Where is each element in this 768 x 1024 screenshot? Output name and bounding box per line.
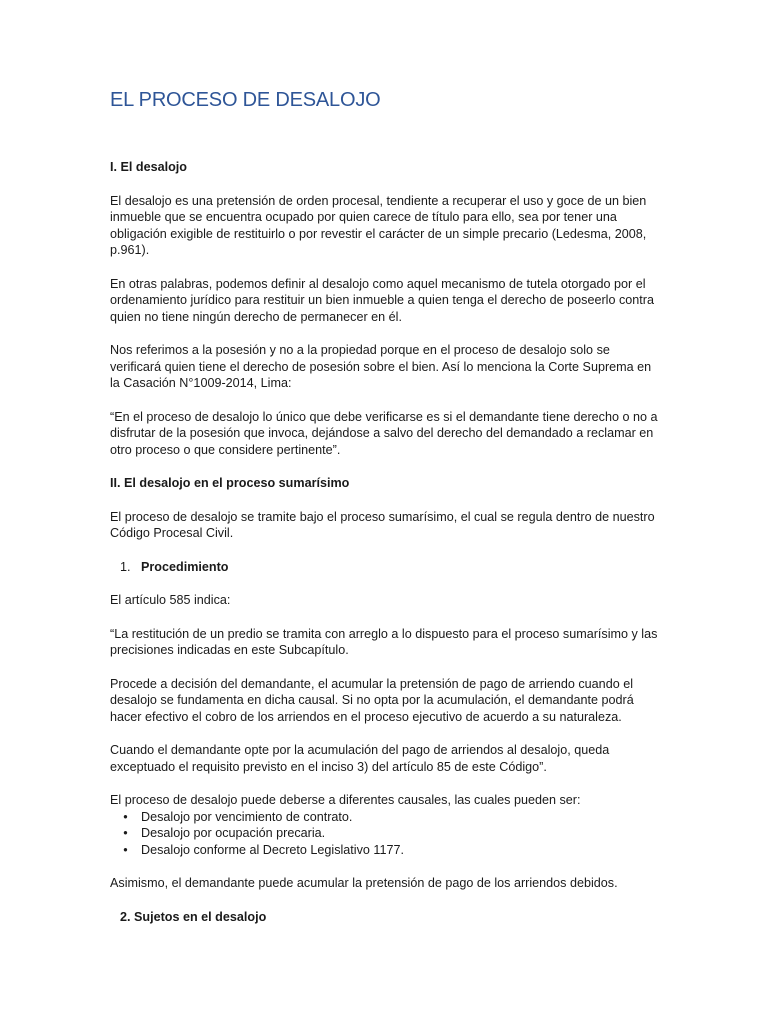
page-title: EL PROCESO DE DESALOJO <box>110 89 381 111</box>
bullet-icon: • <box>123 842 128 857</box>
paragraph-1: El desalojo es una pretensión de orden procesal, tendiente a recuperar el uso y goce de un bien inmueble que se encuentra ocupado por quien carece de título para ello, sea por tener una obligación exigible de restituirlo o por revestir el carácter de un simple precario (Ledesma, 2008, p.961). <box>110 193 647 257</box>
section-heading-3: 2. Sujetos en el desalojo <box>120 909 267 924</box>
bullet-icon: • <box>123 826 128 840</box>
paragraph-6: El artículo 585 indica: <box>110 593 231 607</box>
paragraph-8: Procede a decisión del demandante, el acumular la pretensión de pago de arriendo cuando el desalojo se fundamenta en dicha causal. Si no opta por la acumulación, el demandante podrá hacer efectivo el cobro de los arriendos en el proceso ejecutivo de acuerdo a su naturaleza. <box>110 676 634 724</box>
causales-list <box>110 809 660 859</box>
paragraph-10: El proceso de desalojo puede deberse a diferentes causales, las cuales pueden ser: <box>110 793 581 807</box>
list-item: • Desalojo por vencimiento de contrato. <box>110 809 660 826</box>
paragraph-5: El proceso de desalojo se tramite bajo el proceso sumarísimo, el cual se regula dentro de nuestro Código Procesal Civil. <box>110 509 655 540</box>
paragraph-11: Asimismo, el demandante puede acumular la pretensión de pago de los arriendos debidos. <box>110 876 618 890</box>
paragraph-2: En otras palabras, podemos definir al desalojo como aquel mecanismo de tutela otorgado por el ordenamiento jurídico para restituir un bien inmueble a quien tenga el derecho de poseerlo contra quien no tiene ningún derecho de permanecer en él. <box>110 276 654 324</box>
list-item: • Desalojo por ocupación precaria. <box>110 825 660 842</box>
quote-paragraph: “En el proceso de desalojo lo único que debe verificarse es si el demandante tiene derecho o no a disfrutar de la posesión que invoca, dejándose a salvo del derecho del demandado a reclamar en otro proceso o que considere pertinente”. <box>110 409 658 457</box>
numbered-item-label: Procedimiento <box>141 559 229 574</box>
list-item: • Desalojo conforme al Decreto Legislativo 1177. <box>110 842 660 859</box>
numbered-item-procedimiento <box>110 559 660 576</box>
list-number: 1. <box>120 559 131 574</box>
section-heading-1: I. El desalojo <box>110 160 187 174</box>
section-heading-2: II. El desalojo en el proceso sumarísimo <box>110 476 350 490</box>
paragraph-7: “La restitución de un predio se tramita con arreglo a lo dispuesto para el proceso sumarísimo y las precisiones indicadas en este Subcapítulo. <box>110 626 658 657</box>
document-body <box>110 88 660 925</box>
paragraph-9: Cuando el demandante opte por la acumulación del pago de arriendos al desalojo, queda exceptuado el requisito previsto en el inciso 3) del artículo 85 de este Código”. <box>110 743 610 774</box>
bullet-icon: • <box>123 809 128 824</box>
paragraph-3: Nos referimos a la posesión y no a la propiedad porque en el proceso de desalojo solo se verificará quien tiene el derecho de posesión sobre el bien. Así lo menciona la Corte Suprema en la Casación N°1009-2014, Lima: <box>110 343 652 390</box>
